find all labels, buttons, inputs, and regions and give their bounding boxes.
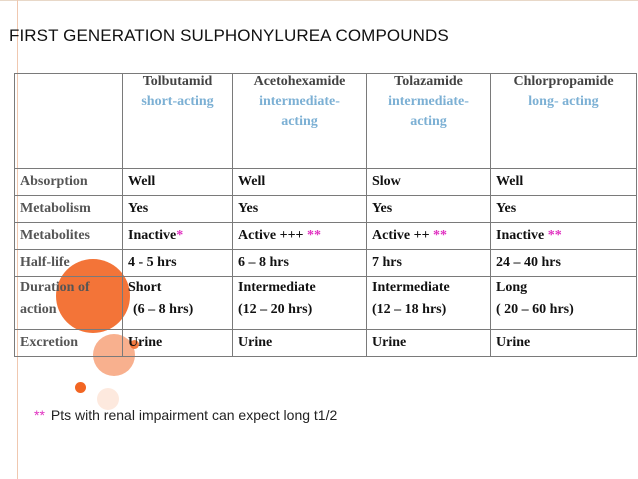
cell-value: Active ++ [372, 228, 430, 243]
table-cell [233, 223, 367, 250]
table-cell: Urine [491, 330, 637, 357]
table-row-metabolism [15, 196, 637, 223]
page-title: FIRST GENERATION SULPHONYLUREA COMPOUNDS [9, 26, 449, 45]
table-row-half-life [15, 250, 637, 277]
asterisk-mark: ** [307, 228, 322, 243]
row-label: Excretion [15, 330, 123, 357]
cell-range: (12 – 20 hrs) [238, 302, 313, 317]
drug-name: Tolazamide [394, 74, 463, 89]
table-header-row [15, 74, 637, 169]
row-label: Metabolites [15, 223, 123, 250]
table-cell: 6 – 8 hrs [233, 250, 367, 277]
cell-range: (6 – 8 hrs) [133, 302, 194, 317]
table-cell: Yes [233, 196, 367, 223]
footnote-marker: ** [34, 407, 45, 423]
sulphonylurea-table [14, 73, 637, 357]
table-cell: Yes [367, 196, 491, 223]
table-cell: Urine [367, 330, 491, 357]
asterisk-mark: ** [547, 228, 562, 243]
row-label: Half-life [15, 250, 123, 277]
header-cell [123, 74, 233, 169]
drug-name: Acetohexamide [253, 74, 346, 89]
table-cell: Urine [233, 330, 367, 357]
table-cell: 24 – 40 hrs [491, 250, 637, 277]
cell-range: (12 – 18 hrs) [372, 302, 447, 317]
asterisk-mark: * [176, 228, 184, 243]
cell-range: ( 20 – 60 hrs) [496, 302, 574, 317]
table-cell: Well [491, 169, 637, 196]
drug-name: Chlorpropamide [513, 74, 614, 89]
header-cell [367, 74, 491, 169]
header-cell [491, 74, 637, 169]
cell-value: Active +++ [238, 228, 304, 243]
table-cell: 7 hrs [367, 250, 491, 277]
table-cell [491, 223, 637, 250]
header-cell [233, 74, 367, 169]
drug-duration: short-acting [141, 94, 214, 109]
footnote-text: Pts with renal impairment can expect long t1/2 [50, 407, 338, 423]
table-cell [491, 277, 637, 330]
table-cell: Slow [367, 169, 491, 196]
drug-duration: long- acting [528, 94, 599, 109]
table-cell [233, 277, 367, 330]
table-cell [367, 223, 491, 250]
table-cell [123, 277, 233, 330]
table-row-excretion [15, 330, 637, 357]
row-label: Duration of action [15, 277, 123, 330]
table-cell: Yes [491, 196, 637, 223]
table-row-duration [15, 277, 637, 330]
table-row-absorption [15, 169, 637, 196]
asterisk-mark: ** [433, 228, 448, 243]
drug-duration: intermediate-acting [388, 94, 469, 129]
table-cell [367, 277, 491, 330]
cell-value: Long [496, 280, 528, 295]
table-cell: Urine [123, 330, 233, 357]
top-border-line [0, 0, 638, 1]
cell-value: Short [128, 280, 162, 295]
row-label: Metabolism [15, 196, 123, 223]
table-cell: 4 - 5 hrs [123, 250, 233, 277]
table-cell: Yes [123, 196, 233, 223]
table-cell: Well [233, 169, 367, 196]
cell-value: Intermediate [372, 280, 450, 295]
table-row-metabolites [15, 223, 637, 250]
cell-value: Intermediate [238, 280, 316, 295]
table-cell: Well [123, 169, 233, 196]
decor-circle-small [75, 382, 86, 393]
table-cell [123, 223, 233, 250]
cell-value: Inactive [128, 228, 177, 243]
drug-duration: intermediate-acting [259, 94, 340, 129]
header-empty-cell [15, 74, 123, 169]
footnote [34, 407, 337, 423]
cell-value: Inactive [496, 228, 545, 243]
row-label: Absorption [15, 169, 123, 196]
drug-name: Tolbutamid [142, 74, 213, 89]
